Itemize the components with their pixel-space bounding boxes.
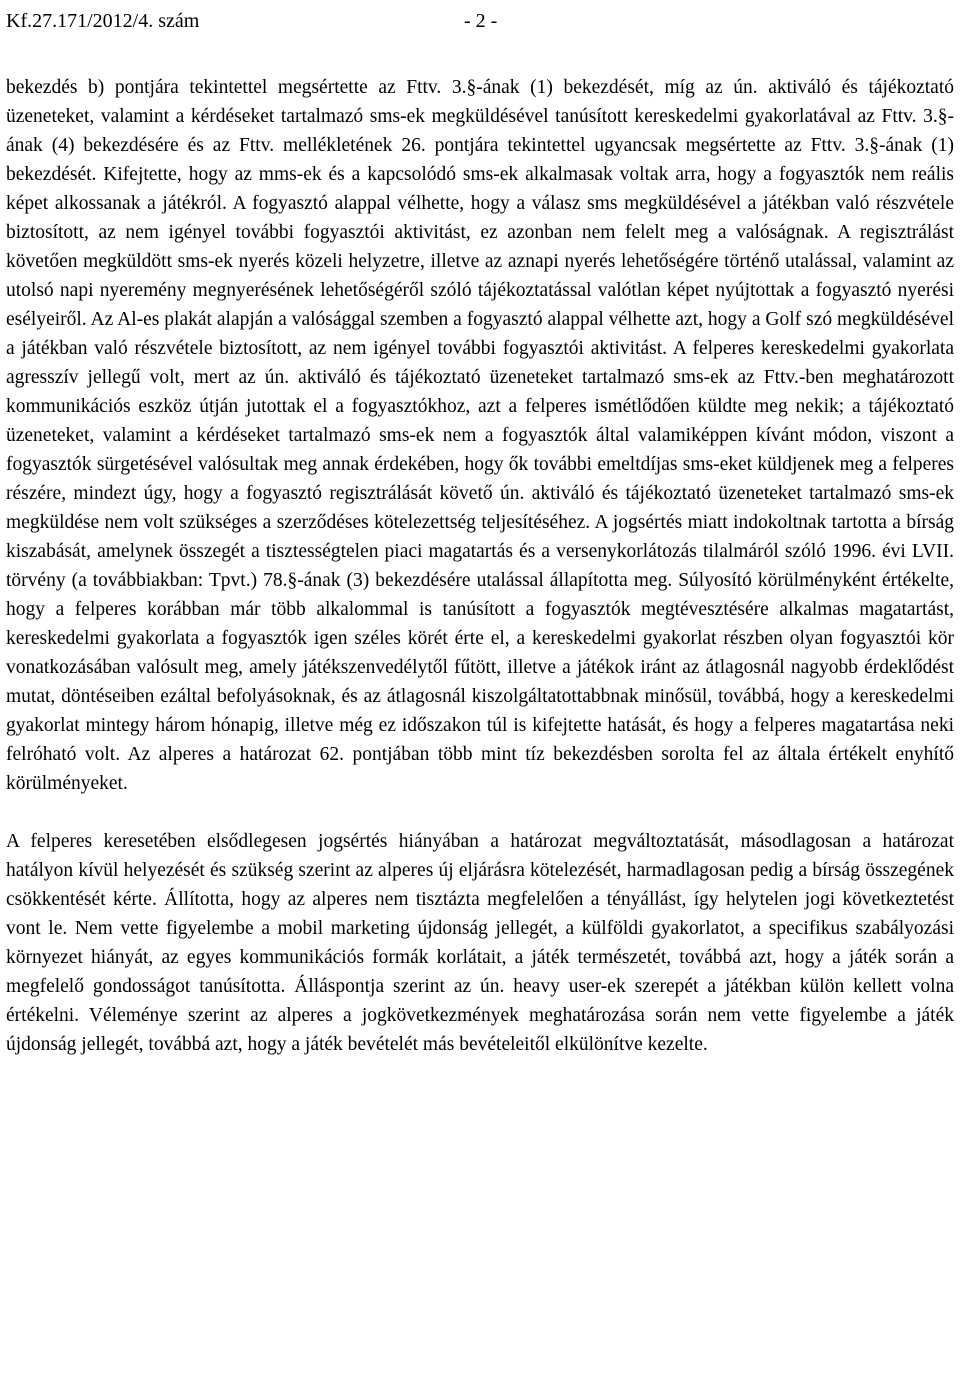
paragraph-2: A felperes keresetében elsődlegesen jogsértés hiányában a határozat megváltoztatását, másodlagosan a határozat hatályon kívül helyezését és szükség szerint az alperes új eljárásra kötelezését, harmadlagosan pedig a bírság összegének csökkentését kérte. Állította, hogy az alperes nem tisztázta megfelelően a tényállást, így helytelen jogi következtetést vont le. Nem vette figyelembe a mobil marketing újdonság jellegét, a külföldi gyakorlatot, a specifikus szabályozási környezet hiányát, az egyes kommunikációs formák korlátait, a játék természetét, továbbá azt, hogy a játék során a megfelelő gondosságot tanúsította. Álláspontja szerint az ún. heavy user-ek szerepét a játékban külön kellett volna értékelni. Véleménye szerint az alperes a jogkövetkezmények meghatározása során nem vette figyelembe a játék újdonság jellegét, továbbá azt, hogy a játék bevételét más bevételeitől elkülönítve kezelte. xyxy=(6,831,954,1055)
case-reference: Kf.27.171/2012/4. szám xyxy=(6,10,200,32)
page-header xyxy=(6,6,954,36)
body-text xyxy=(6,73,954,1059)
paragraph-1: bekezdés b) pontjára tekintettel megsértette az Fttv. 3.§-ának (1) bekezdését, míg az ún. aktiváló és tájékoztató üzeneteket, valamint a kérdéseket tartalmazó sms-ek megküldésével tanúsított kereskedelmi gyakorlatával az Fttv. 3.§-ának (4) bekezdésére és az Fttv. mellékletének 26. pontjára tekintettel ugyancsak megsértette az Fttv. 3.§-ának (1) bekezdését. Kifejtette, hogy az mms-ek és a kapcsolódó sms-ek alkalmasak voltak arra, hogy a fogyasztók nem reális képet alkossanak a játékról. A fogyasztó alappal vélhette, hogy a válasz sms megküldésével a játékban való részvétele biztosított, az nem igényel további fogyasztói aktivitást, ez azonban nem felelt meg a valóságnak. A regisztrálást követően megküldött sms-ek nyerés közeli helyzetre, illetve az aznapi nyerés lehetőségére történő utalással, valamint az utolsó napi nyeremény megnyerésének lehetőségéről szóló tájékoztatással valótlan képet nyújtottak a fogyasztó nyerési esélyeiről. Az Al-es plakát alapján a valósággal szemben a fogyasztó alappal vélhette azt, hogy a Golf szó megküldésével a játékban való részvétele biztosított, az nem igényel további fogyasztói aktivitást. A felperes kereskedelmi gyakorlata agresszív jellegű volt, mert az ún. aktiváló és tájékoztató üzeneteket tartalmazó sms-ek az Fttv.-ben meghatározott kommunikációs eszköz útján jutottak el a fogyasztókhoz, azt a felperes ismétlődően küldte meg nekik; a tájékoztató üzeneteket, valamint a kérdéseket tartalmazó sms-ek nem a fogyasztók által valamiképpen kívánt módon, viszont a fogyasztók sürgetésével valósultak meg annak érdekében, hogy ők további emeltdíjas sms-eket küldjenek meg a felperes részére, mindezt úgy, hogy a fogyasztó regisztrálását követő ún. aktiváló és tájékoztató üzeneteket tartalmazó sms-ek megküldése nem volt szükséges a szerződéses kötelezettség teljesítéséhez. A jogsértés miatt indokoltnak tartotta a bírság kiszabását, amelynek összegét a tisztességtelen piaci magatartás és a versenykorlátozás tilalmáról szóló 1996. évi LVII. törvény (a továbbiakban: Tpvt.) 78.§-ának (3) bekezdésére utalással állapította meg. Súlyosító körülményként értékelte, hogy a felperes korábban már több alkalommal is tanúsított a fogyasztók megtévesztésére alkalmas magatartást, kereskedelmi gyakorlata a fogyasztók igen széles körét érte el, a kereskedelmi gyakorlat részben olyan fogyasztói kör vonatkozásában valósult meg, amely játékszenvedélytől fűtött, illetve a játékok iránt az átlagosnál nagyobb érdeklődést mutat, döntéseiben ezáltal befolyásoknak, és az átlagosnál kiszolgáltatottabbnak minősül, továbbá, hogy a kereskedelmi gyakorlat mintegy három hónapig, illetve még ez időszakon túl is kifejtette hatását, és hogy a felperes magatartása neki felróható volt. Az alperes a határozat 62. pontjában több mint tíz bekezdésben sorolta fel az általa értékelt enyhítő körülményeket. xyxy=(6,77,954,794)
page-number: - 2 - xyxy=(464,10,498,32)
